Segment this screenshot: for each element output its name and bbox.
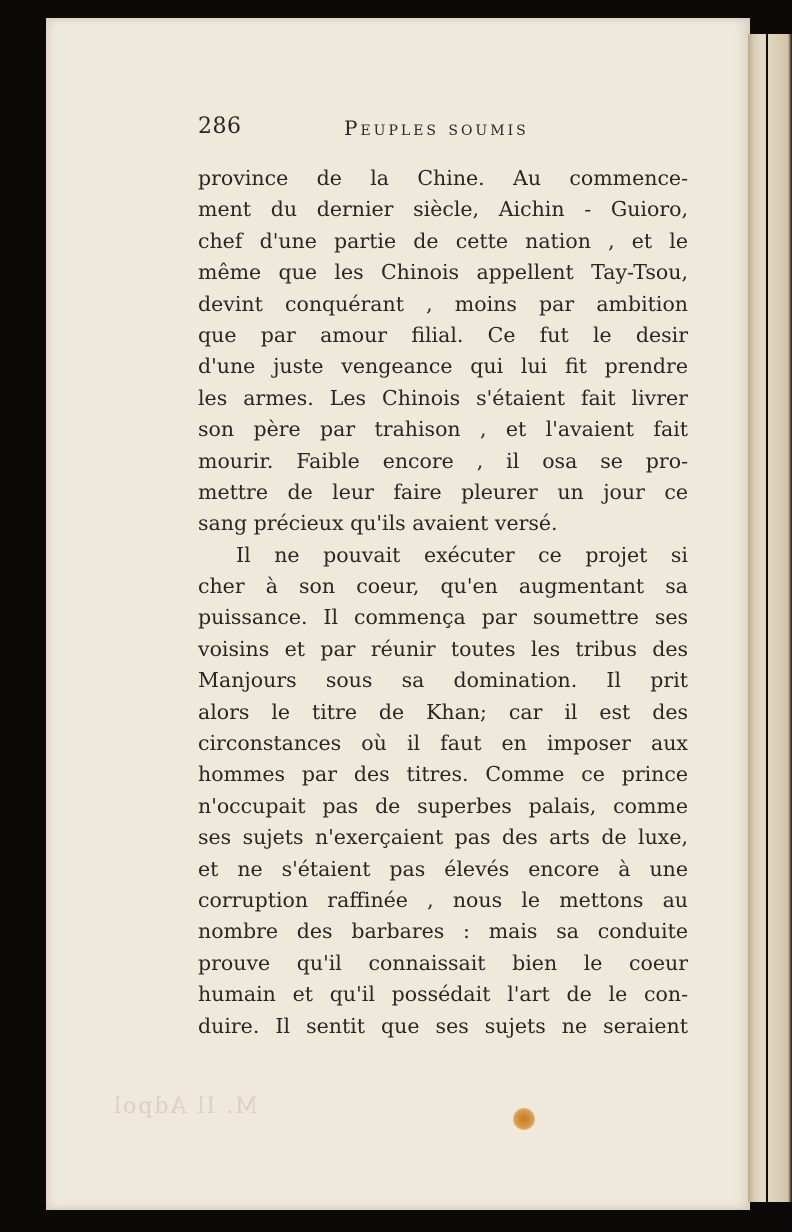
text-line: n'occupait pas de superbes palais, comme xyxy=(198,793,688,818)
paragraph-end-line: sang précieux qu'ils avaient versé. xyxy=(198,511,558,536)
text-line: chef d'une partie de cette nation , et le xyxy=(198,228,688,253)
text-line: ment du dernier siècle, Aichin - Guioro, xyxy=(198,197,688,222)
text-line: province de la Chine. Au commence- xyxy=(198,166,688,190)
text-line: Manjours sous sa domination. Il prit xyxy=(198,668,688,693)
text-line: puissance. Il commença par soumettre ses xyxy=(198,605,688,630)
text-line: hommes par des titres. Comme ce prince xyxy=(198,762,688,787)
text-line: que par amour filial. Ce fut le desir xyxy=(198,322,688,347)
paper-stain xyxy=(513,1108,535,1130)
text-line: humain et qu'il possédait l'art de le con- xyxy=(198,982,688,1007)
adjacent-page-edge xyxy=(748,34,792,1202)
running-head: Peuples soumis xyxy=(344,116,529,140)
page-number: 286 xyxy=(198,114,242,139)
bleed-through-text: M. Il Adpol xyxy=(112,1094,258,1119)
paragraph-start-line: Il ne pouvait exécuter ce projet si xyxy=(236,542,688,567)
text-line: prouve qu'il connaissait bien le coeur xyxy=(198,950,688,975)
text-line: et ne s'étaient pas élevés encore à une xyxy=(198,856,688,881)
body-text xyxy=(198,163,688,1042)
text-line: mourir. Faible encore , il osa se pro- xyxy=(198,448,688,473)
page-header xyxy=(198,114,688,150)
text-line: d'une juste vengeance qui lui fit prendre xyxy=(198,354,688,379)
text-line: voisins et par réunir toutes les tribus des xyxy=(198,636,688,661)
text-line: son père par trahison , et l'avaient fait xyxy=(198,417,688,442)
text-line: nombre des barbares : mais sa conduite xyxy=(198,919,688,944)
text-line: devint conquérant , moins par ambition xyxy=(198,291,688,316)
text-line: ses sujets n'exerçaient pas des arts de luxe, xyxy=(198,825,688,850)
text-line: cher à son coeur, qu'en augmentant sa xyxy=(198,574,688,599)
text-line: corruption raffinée , nous le mettons au xyxy=(198,887,688,912)
text-line: duire. Il sentit que ses sujets ne seraient xyxy=(198,1013,688,1038)
page-gutter-line xyxy=(766,34,768,1202)
text-line: les armes. Les Chinois s'étaient fait livrer xyxy=(198,385,688,410)
text-line: circonstances où il faut en imposer aux xyxy=(198,731,688,756)
text-line: mettre de leur faire pleurer un jour ce xyxy=(198,479,688,504)
text-line: même que les Chinois appellent Tay-Tsou, xyxy=(198,260,688,285)
text-line: alors le titre de Khan; car il est des xyxy=(198,699,688,724)
